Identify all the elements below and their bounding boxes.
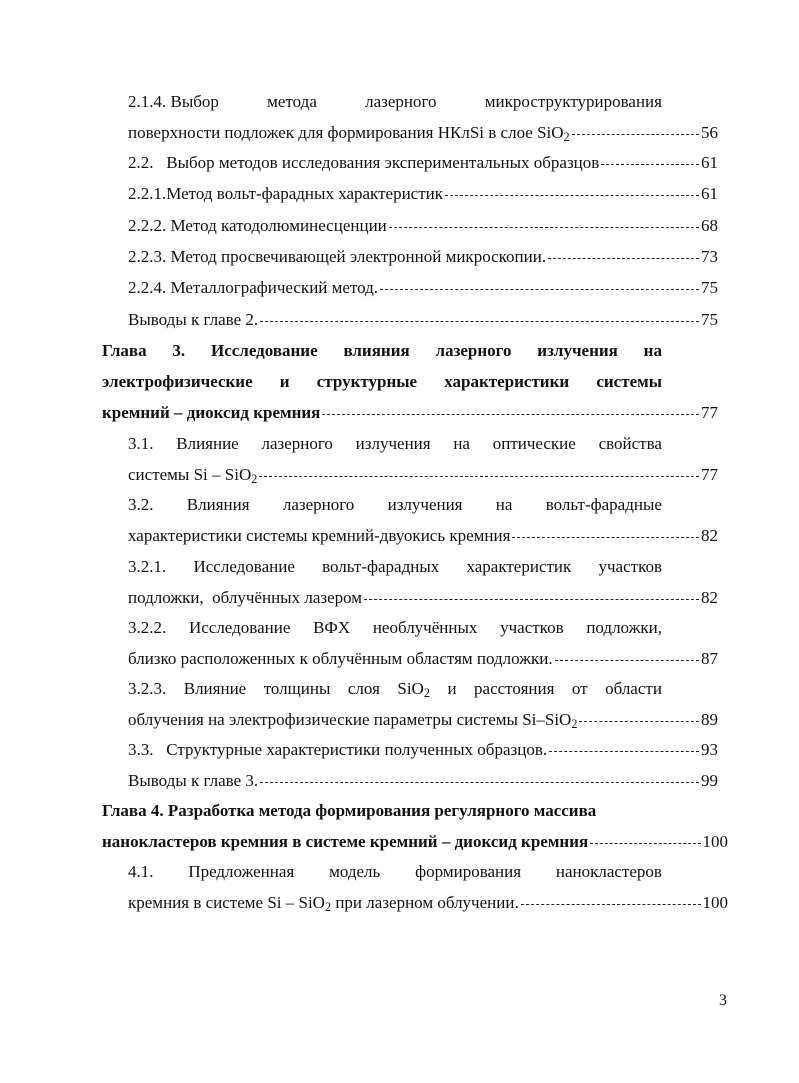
entry-text: подложки, облучённых лазером bbox=[128, 588, 363, 607]
page-ref: 56 bbox=[701, 123, 718, 142]
entry-text: 2.2.4. Металлографический метод. bbox=[128, 278, 379, 297]
word: слоя bbox=[347, 679, 380, 698]
word: свойства bbox=[598, 434, 662, 453]
toc-3-2-2-line1 bbox=[128, 617, 662, 639]
page-ref: 100 bbox=[702, 832, 728, 851]
word: вольт-фарадных bbox=[322, 557, 440, 576]
word: лазерного bbox=[435, 341, 512, 360]
toc-3-2-line1 bbox=[128, 494, 662, 516]
dot-leader bbox=[555, 660, 699, 661]
toc-3-2-line2 bbox=[128, 525, 718, 547]
page-ref: 89 bbox=[701, 710, 718, 729]
dot-leader bbox=[380, 289, 699, 290]
dot-leader bbox=[260, 782, 699, 783]
word: 3.2.3. bbox=[128, 679, 167, 698]
word: метода bbox=[267, 92, 317, 111]
entry-text: нанокластеров кремния в системе кремний – диоксид кремния bbox=[102, 832, 589, 851]
dot-leader bbox=[521, 904, 701, 905]
page-ref: 100 bbox=[702, 893, 728, 912]
toc-3-1-line1 bbox=[128, 433, 662, 455]
toc-3-2-3-line2 bbox=[128, 709, 718, 731]
page-ref: 75 bbox=[701, 278, 718, 297]
word: модель bbox=[329, 862, 381, 881]
toc-3-2-1-line2 bbox=[128, 587, 718, 609]
toc-2-2-2 bbox=[128, 215, 718, 237]
entry-text: облучения на электрофизические параметры системы Si–SiO$_2$ bbox=[128, 710, 578, 732]
toc-4-1-line1 bbox=[128, 861, 662, 883]
word: подложки, bbox=[586, 618, 662, 637]
dot-leader bbox=[579, 721, 699, 722]
dot-leader bbox=[548, 258, 699, 259]
word: лазерного bbox=[365, 92, 437, 111]
page-ref: 77 bbox=[701, 403, 718, 422]
word: Исследование bbox=[188, 618, 291, 637]
page-ref: 99 bbox=[701, 771, 718, 790]
word: излучения bbox=[387, 495, 463, 514]
entry-text: близко расположенных к облучённым областям подложки. bbox=[128, 649, 553, 668]
entry-text: кремний – диоксид кремния bbox=[102, 403, 321, 422]
word: 2.1.4. Выбор bbox=[128, 92, 219, 111]
toc-3-2-1-line1 bbox=[128, 556, 662, 578]
word: ВФХ bbox=[313, 618, 351, 637]
word: Исследование bbox=[210, 341, 318, 360]
toc-2-1-4-line2 bbox=[128, 122, 718, 144]
entry-text: 2.2.2. Метод катодолюминесценции bbox=[128, 216, 387, 235]
toc-3-3 bbox=[128, 739, 718, 761]
entry-text: 3.3. Структурные характеристики полученных образцов. bbox=[128, 740, 548, 759]
word: участков bbox=[500, 618, 564, 637]
toc-2-2-1 bbox=[128, 183, 718, 205]
word: 3.2.2. bbox=[128, 618, 167, 637]
page-number: 3 bbox=[719, 992, 727, 1009]
word: микроструктурирования bbox=[484, 92, 662, 111]
dot-leader bbox=[259, 476, 699, 477]
word: на bbox=[453, 434, 470, 453]
word: излучения bbox=[537, 341, 618, 360]
page-ref: 61 bbox=[701, 184, 718, 203]
toc-2-2 bbox=[128, 152, 718, 174]
page-ref: 61 bbox=[701, 153, 718, 172]
toc-3-1-line2 bbox=[128, 464, 718, 486]
toc-3-2-3-line1 bbox=[128, 678, 662, 700]
page-ref: 75 bbox=[701, 310, 718, 329]
dot-leader bbox=[322, 414, 699, 415]
dot-leader bbox=[601, 164, 699, 165]
toc-4-1-line2 bbox=[128, 892, 728, 914]
word: вольт-фарадные bbox=[545, 495, 662, 514]
word: характеристик bbox=[466, 557, 572, 576]
dot-leader bbox=[364, 599, 699, 600]
toc-chapter-4-line1: Глава 4. Разработка метода формирования регулярного массива bbox=[102, 801, 597, 820]
word: Предложенная bbox=[188, 862, 295, 881]
dot-leader bbox=[445, 195, 699, 196]
entry-text: поверхности подложек для формирования НКлSi в слое SiO$_2$ bbox=[128, 123, 570, 145]
entry-text: характеристики системы кремний-двуокись кремния bbox=[128, 526, 511, 545]
word: Исследование bbox=[193, 557, 295, 576]
word: характеристики bbox=[444, 372, 570, 391]
entry-text: кремния в системе Si – SiO$_2$ при лазерном облучении. bbox=[128, 893, 519, 915]
toc-chapter-3-line1 bbox=[102, 340, 662, 362]
entry-text: системы Si – SiO$_2$ bbox=[128, 465, 258, 487]
word: SiO$_2$ bbox=[397, 679, 430, 701]
toc-chapter-3-line3 bbox=[102, 402, 718, 424]
word: оптические bbox=[492, 434, 576, 453]
word: участков bbox=[598, 557, 662, 576]
dot-leader bbox=[572, 134, 699, 135]
toc-chapter-3-line2 bbox=[102, 371, 662, 393]
dot-leader bbox=[260, 321, 699, 322]
toc-2-2-4 bbox=[128, 277, 718, 299]
word: нанокластеров bbox=[555, 862, 662, 881]
word: 4.1. bbox=[128, 862, 154, 881]
word: излучения bbox=[355, 434, 431, 453]
word: толщины bbox=[263, 679, 331, 698]
word: на bbox=[643, 341, 662, 360]
word: и bbox=[279, 372, 290, 391]
entry-text: Выводы к главе 2. bbox=[128, 310, 259, 329]
word: Влияние bbox=[176, 434, 239, 453]
word: влияния bbox=[343, 341, 410, 360]
word: Влияния bbox=[186, 495, 250, 514]
entry-text: 2.2.1.Метод вольт-фарадных характеристик bbox=[128, 184, 443, 203]
dot-leader bbox=[389, 227, 699, 228]
toc-conclusions-ch3 bbox=[128, 770, 718, 792]
word: лазерного bbox=[282, 495, 355, 514]
dot-leader bbox=[590, 843, 700, 844]
word: Глава bbox=[102, 341, 147, 360]
word: и bbox=[447, 679, 457, 698]
word: 3.1. bbox=[128, 434, 154, 453]
page-ref: 77 bbox=[701, 465, 718, 484]
word: 3.2. bbox=[128, 495, 154, 514]
entry-text: Выводы к главе 3. bbox=[128, 771, 259, 790]
word: 3. bbox=[172, 341, 186, 360]
page-ref: 82 bbox=[701, 526, 718, 545]
page-ref: 87 bbox=[701, 649, 718, 668]
word: формирования bbox=[415, 862, 522, 881]
dot-leader bbox=[512, 537, 699, 538]
word: структурные bbox=[316, 372, 418, 391]
toc-conclusions-ch2 bbox=[128, 309, 718, 331]
page-ref: 82 bbox=[701, 588, 718, 607]
word: лазерного bbox=[261, 434, 333, 453]
page-ref: 93 bbox=[701, 740, 718, 759]
entry-text: 2.2.3. Метод просвечивающей электронной микроскопии. bbox=[128, 247, 547, 266]
toc-2-1-4-line1 bbox=[128, 91, 662, 113]
word: на bbox=[495, 495, 513, 514]
word: от bbox=[571, 679, 588, 698]
toc-3-2-2-line2 bbox=[128, 648, 718, 670]
word: Влияние bbox=[183, 679, 247, 698]
word: системы bbox=[596, 372, 662, 391]
page-ref: 73 bbox=[701, 247, 718, 266]
word: электрофизические bbox=[102, 372, 253, 391]
word: области bbox=[605, 679, 662, 698]
toc-2-2-3 bbox=[128, 246, 718, 268]
word: необлучённых bbox=[372, 618, 478, 637]
entry-text: 2.2. Выбор методов исследования экспериментальных образцов bbox=[128, 153, 600, 172]
toc-chapter-4-line2 bbox=[102, 831, 728, 853]
word: расстояния bbox=[474, 679, 555, 698]
page-ref: 68 bbox=[701, 216, 718, 235]
dot-leader bbox=[549, 751, 699, 752]
word: 3.2.1. bbox=[128, 557, 167, 576]
